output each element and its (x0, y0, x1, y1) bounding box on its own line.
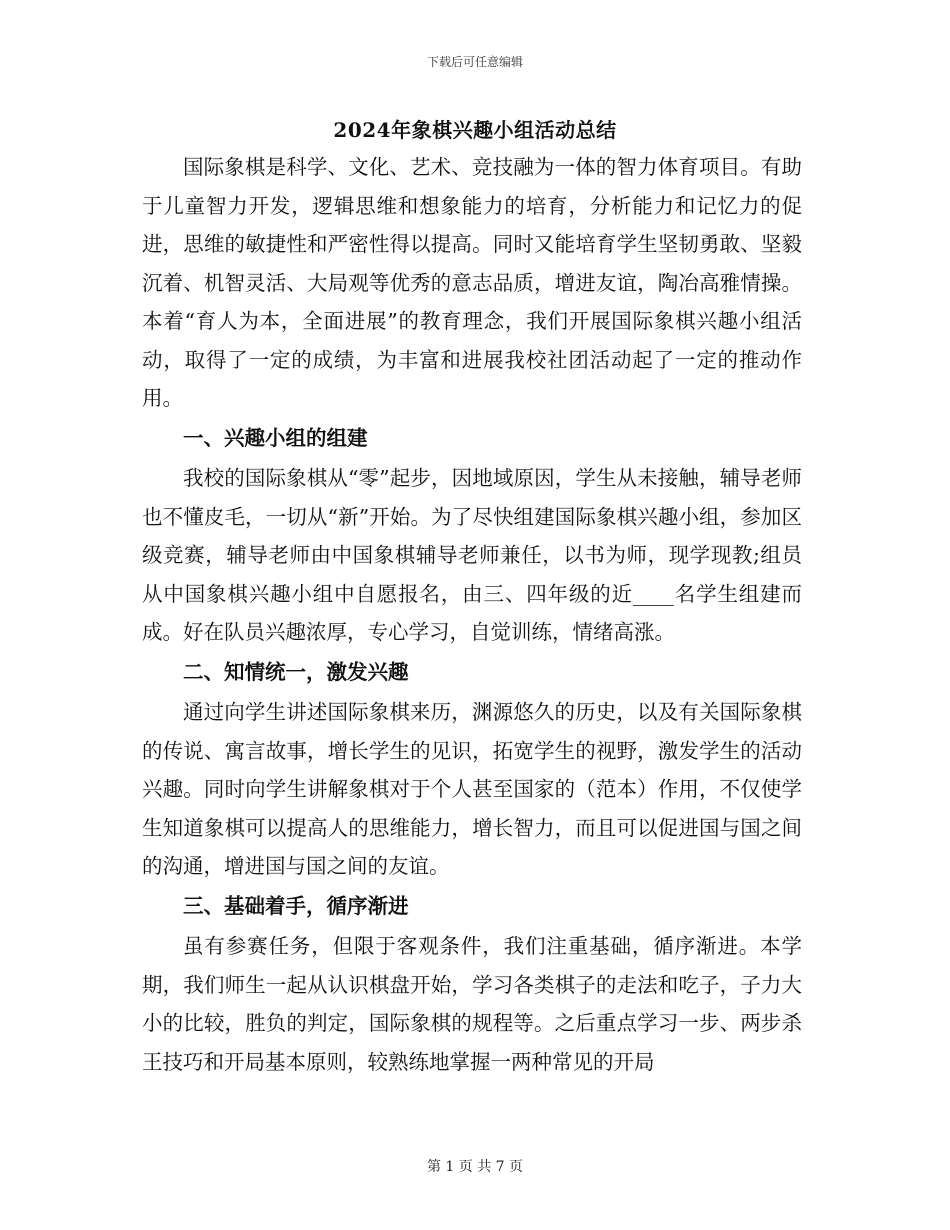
section-paragraph: 我校的国际象棋从“零”起步，因地域原因，学生从未接触，辅导老师也不懂皮毛，一切从“新”开始。为了尽快组建国际象棋兴趣小组，参加区级竞赛，辅导老师由中国象棋辅导老师兼任，以书为师，现学现教;组员从中国象棋兴趣小组中自愿报名，由三、四年级的近____名学生组建而成。好在队员兴趣浓厚，专心学习，自觉训练，情绪高涨。 (142, 466, 802, 644)
section-heading: 一、兴趣小组的组建 (183, 426, 368, 450)
intro-paragraph: 国际象棋是科学、文化、艺术、竞技融为一体的智力体育项目。有助于儿童智力开发，逻辑思维和想象能力的培育，分析能力和记忆力的促进，思维的敏捷性和严密性得以提高。同时又能培育学生坚韧勇敢、坚毅沉着、机智灵活、大局观等优秀的意志品质，增进友谊，陶冶高雅情操。本着“育人为本，全面进展”的教育理念，我们开展国际象棋兴趣小组活动，取得了一定的成绩，为丰富和进展我校社团活动起了一定的推动作用。 (142, 155, 802, 410)
page-header: 下载后可任意编辑 (426, 55, 523, 69)
section-heading: 二、知情统一，激发兴趣 (183, 660, 409, 684)
section-paragraph: 通过向学生讲述国际象棋来历，渊源悠久的历史，以及有关国际象棋的传说、寓言故事，增长学生的见识，拓宽学生的视野，激发学生的活动兴趣。同时向学生讲解象棋对于个人甚至国家的（范本）作用，不仅使学生知道象棋可以提高人的思维能力，增长智力，而且可以促进国与国之间的沟通，增进国与国之间的友谊。 (142, 700, 802, 878)
section-heading: 三、基础着手，循序渐进 (183, 894, 409, 918)
page-footer: 第 1 页 共 7 页 (426, 1159, 524, 1175)
section-paragraph: 虽有参赛任务，但限于客观条件，我们注重基础，循序渐进。本学期，我们师生一起从认识棋盘开始，学习各类棋子的走法和吃子，子力大小的比较，胜负的判定，国际象棋的规程等。之后重点学习一步、两步杀王技巧和开局基本原则，较熟练地掌握一两种常见的开局 (142, 934, 802, 1074)
document-title: 2024年象棋兴趣小组活动总结 (333, 118, 617, 142)
document-body (142, 148, 802, 1081)
